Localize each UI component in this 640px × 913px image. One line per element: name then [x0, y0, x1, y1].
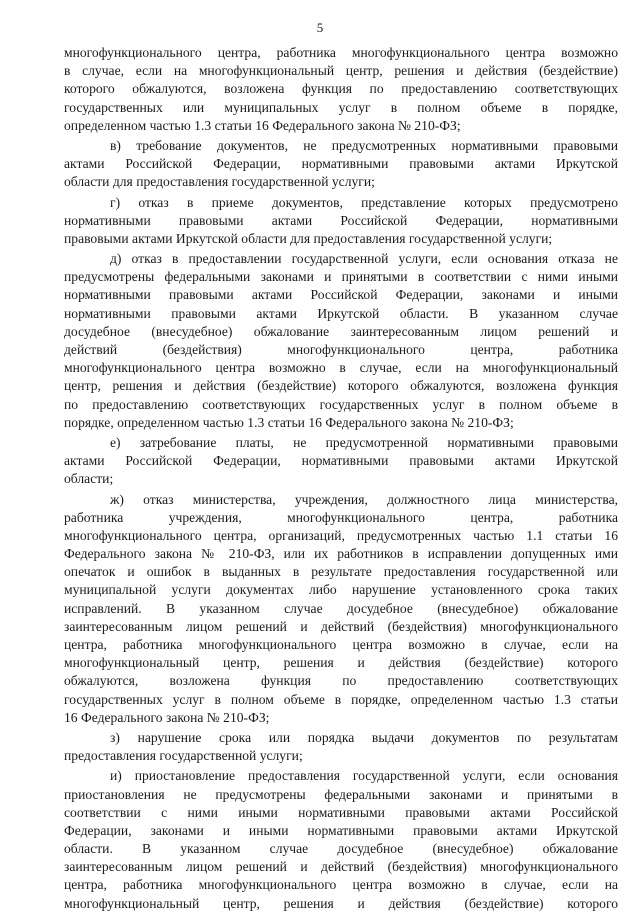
text-line: правовыми актами Иркутской области для предоставления государственной услуги;: [64, 230, 553, 246]
paragraph: [64, 434, 618, 489]
text-line: в) требование документов, не предусмотренных нормативными правовыми: [110, 137, 618, 153]
text-line: многофункционального центра, работника многофункционального центра возможно: [64, 45, 618, 60]
paragraph: [64, 729, 618, 765]
text-line: опечаток и ошибок в выданных в результате предоставления государственной или: [64, 564, 618, 580]
text-line: области. В указанном случае досудебное (внесудебное) обжалование: [64, 841, 618, 857]
text-line: досудебное (внесудебное) обжалование заинтересованным лицом решений и: [64, 323, 618, 339]
paragraph: [64, 250, 618, 432]
text-line: нормативными правовыми актами Иркутской области. В указанном случае: [64, 305, 618, 321]
text-line: которого обжалуются, возложена функция по предоставлению соответствующих: [64, 81, 618, 97]
text-line: по предоставлению соответствующих государственных услуг в полном объеме в: [64, 396, 618, 412]
text-line: государственных или муниципальных услуг в полном объеме в порядке,: [64, 99, 618, 115]
text-line: многофункционального центра возможно в случае, если на многофункциональный: [64, 360, 618, 376]
text-line: работника учреждения, многофункционального центра, работника: [64, 509, 618, 525]
text-line: ж) отказ министерства, учреждения, должностного лица министерства,: [110, 491, 618, 507]
paragraph: [64, 194, 618, 249]
text-line: 16 Федерального закона № 210-ФЗ;: [64, 709, 270, 725]
paragraph: [64, 767, 618, 913]
text-line: д) отказ в предоставлении государственной услуги, если основания отказа не: [110, 251, 618, 267]
text-line: центр, решения и действия (бездействие) которого обжалуются, возложена функция: [64, 378, 618, 394]
text-line: многофункциональный центр, решения и действия (бездействие) которого: [64, 655, 618, 671]
text-line: предоставления государственной услуги;: [64, 748, 303, 764]
text-line: з) нарушение срока или порядка выдачи документов по результатам: [110, 729, 618, 745]
text-line: области;: [64, 471, 114, 487]
paragraph: [64, 137, 618, 192]
text-line: муниципальной услуги документах либо нарушение установленного срока таких: [64, 582, 618, 598]
text-line: Федерального закона № 210-ФЗ, или их работников в исправлении допущенных ими: [64, 546, 618, 562]
text-line: порядке, определенном частью 1.3 статьи 16 Федерального закона № 210-ФЗ;: [64, 414, 514, 430]
text-line: обжалуются, возложена функция по предоставлению соответствующих: [64, 673, 618, 689]
text-line: Федерации, законами и иными нормативными правовыми актами Иркутской: [64, 822, 618, 838]
text-line: исправлений. В указанном случае досудебное (внесудебное) обжалование: [64, 600, 618, 616]
text-line: заинтересованным лицом решений и действий (бездействия) многофункционального: [64, 859, 618, 875]
text-line: центра, работника многофункционального центра возможно в случае, если на: [64, 637, 618, 652]
text-line: актами Российской Федерации, нормативными правовыми актами Иркутской: [64, 453, 618, 469]
page-number: 5: [316, 20, 324, 35]
text-line: предусмотрены федеральными законами и принятыми в соответствии с ними иными: [64, 269, 618, 285]
text-line: актами Российской Федерации, нормативными правовыми актами Иркутской: [64, 156, 618, 172]
text-line: определенном частью 1.3 статьи 16 Федерального закона № 210-ФЗ;: [64, 117, 461, 133]
text-line: заинтересованным лицом решений и действий (бездействия) многофункционального: [64, 618, 618, 634]
document-body: [64, 44, 618, 913]
text-line: многофункционального центра, организаций, предусмотренных частью 1.1 статьи 16: [64, 527, 618, 543]
text-line: действий (бездействия) многофункционального центра, работника: [64, 342, 618, 357]
text-line: нормативными правовыми актами Российской Федерации, нормативными: [64, 212, 618, 228]
text-line: нормативными правовыми актами Российской Федерации, законами и иными: [64, 287, 618, 303]
text-line: государственных услуг в полном объеме в порядке, определенном частью 1.3 статьи: [64, 691, 618, 707]
text-line: г) отказ в приеме документов, представление которых предусмотрено: [110, 194, 618, 210]
paragraph: [64, 491, 618, 727]
text-line: приостановления не предусмотрены федеральными законами и принятыми в: [64, 786, 618, 802]
text-line: многофункциональный центр, решения и действия (бездействие) которого: [64, 895, 618, 911]
text-line: е) затребование платы, не предусмотренной нормативными правовыми: [110, 434, 618, 450]
text-line: соответствии с ними иными нормативными правовыми актами Российской: [64, 804, 618, 820]
text-line: центра, работника многофункционального центра возможно в случае, если на: [64, 877, 618, 893]
text-line: и) приостановление предоставления государственной услуги, если основания: [110, 768, 618, 784]
text-line: области для предоставления государственной услуги;: [64, 174, 375, 190]
paragraph: [64, 44, 618, 135]
text-line: в случае, если на многофункциональный центр, решения и действия (бездействие): [64, 63, 618, 79]
